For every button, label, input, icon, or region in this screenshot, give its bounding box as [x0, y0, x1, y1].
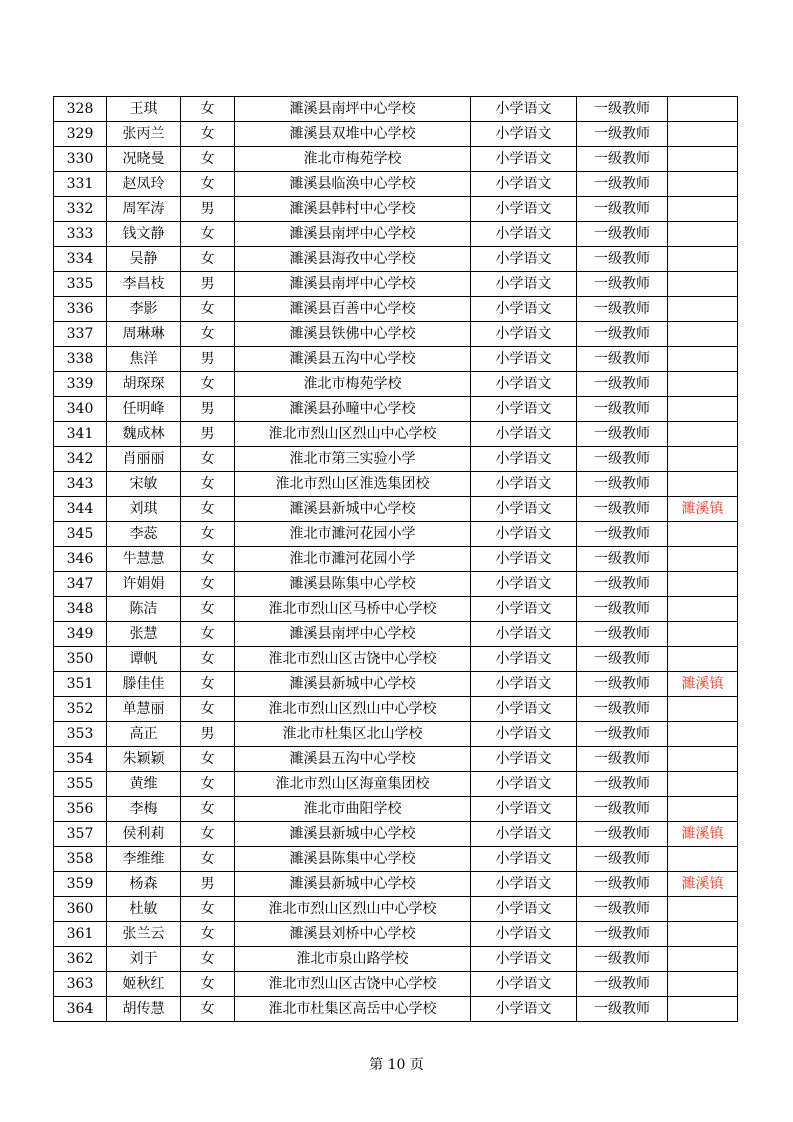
- table-row: [54, 822, 738, 847]
- gender-cell: 女: [181, 297, 235, 322]
- row-number-cell: 351: [54, 672, 107, 697]
- title-rank-cell: 一级教师: [577, 372, 668, 397]
- teacher-name-cell: 谭帆: [107, 647, 181, 672]
- subject-cell: 小学语文: [471, 647, 577, 672]
- table-row: [54, 422, 738, 447]
- school-name-cell: 濉溪县孙疃中心学校: [235, 397, 471, 422]
- gender-cell: 男: [181, 397, 235, 422]
- gender-cell: 女: [181, 697, 235, 722]
- gender-cell: 女: [181, 922, 235, 947]
- title-rank-cell: 一级教师: [577, 297, 668, 322]
- remark-cell: [668, 247, 738, 272]
- title-rank-cell: 一级教师: [577, 272, 668, 297]
- gender-cell: 男: [181, 422, 235, 447]
- teacher-name-cell: 刘于: [107, 947, 181, 972]
- row-number-cell: 331: [54, 172, 107, 197]
- table-row: [54, 647, 738, 672]
- row-number-cell: 344: [54, 497, 107, 522]
- title-rank-cell: 一级教师: [577, 247, 668, 272]
- teacher-name-cell: 胡传慧: [107, 997, 181, 1022]
- school-name-cell: 淮北市梅苑学校: [235, 372, 471, 397]
- remark-cell: 濉溪镇: [668, 497, 738, 522]
- gender-cell: 男: [181, 722, 235, 747]
- school-name-cell: 濉溪县陈集中心学校: [235, 572, 471, 597]
- teacher-name-cell: 钱文静: [107, 222, 181, 247]
- title-rank-cell: 一级教师: [577, 447, 668, 472]
- school-name-cell: 淮北市烈山区烈山中心学校: [235, 422, 471, 447]
- remark-cell: [668, 197, 738, 222]
- teacher-name-cell: 张丙兰: [107, 122, 181, 147]
- table-row: [54, 297, 738, 322]
- school-name-cell: 淮北市烈山区淮选集团校: [235, 472, 471, 497]
- school-name-cell: 濉溪县刘桥中心学校: [235, 922, 471, 947]
- subject-cell: 小学语文: [471, 122, 577, 147]
- table-row: [54, 397, 738, 422]
- gender-cell: 女: [181, 672, 235, 697]
- row-number-cell: 349: [54, 622, 107, 647]
- row-number-cell: 343: [54, 472, 107, 497]
- remark-cell: [668, 447, 738, 472]
- row-number-cell: 337: [54, 322, 107, 347]
- school-name-cell: 濉溪县新城中心学校: [235, 822, 471, 847]
- gender-cell: 女: [181, 647, 235, 672]
- school-name-cell: 淮北市杜集区高岳中心学校: [235, 997, 471, 1022]
- row-number-cell: 328: [54, 97, 107, 122]
- gender-cell: 女: [181, 522, 235, 547]
- remark-cell: [668, 572, 738, 597]
- title-rank-cell: 一级教师: [577, 747, 668, 772]
- table-row: [54, 347, 738, 372]
- subject-cell: 小学语文: [471, 497, 577, 522]
- gender-cell: 女: [181, 747, 235, 772]
- row-number-cell: 348: [54, 597, 107, 622]
- school-name-cell: 濉溪县韩村中心学校: [235, 197, 471, 222]
- teacher-name-cell: 刘琪: [107, 497, 181, 522]
- remark-cell: [668, 222, 738, 247]
- teacher-name-cell: 滕佳佳: [107, 672, 181, 697]
- row-number-cell: 354: [54, 747, 107, 772]
- title-rank-cell: 一级教师: [577, 172, 668, 197]
- school-name-cell: 濉溪县双堆中心学校: [235, 122, 471, 147]
- row-number-cell: 350: [54, 647, 107, 672]
- teacher-name-cell: 任明峰: [107, 397, 181, 422]
- teacher-name-cell: 许娟娟: [107, 572, 181, 597]
- table-row: [54, 772, 738, 797]
- row-number-cell: 361: [54, 922, 107, 947]
- subject-cell: 小学语文: [471, 722, 577, 747]
- table-row: [54, 597, 738, 622]
- school-name-cell: 濉溪县新城中心学校: [235, 872, 471, 897]
- row-number-cell: 364: [54, 997, 107, 1022]
- remark-cell: [668, 847, 738, 872]
- gender-cell: 女: [181, 572, 235, 597]
- row-number-cell: 363: [54, 972, 107, 997]
- school-name-cell: 淮北市烈山区海童集团校: [235, 772, 471, 797]
- gender-cell: 女: [181, 847, 235, 872]
- teacher-name-cell: 杜敏: [107, 897, 181, 922]
- row-number-cell: 336: [54, 297, 107, 322]
- teacher-name-cell: 宋敏: [107, 472, 181, 497]
- subject-cell: 小学语文: [471, 147, 577, 172]
- school-name-cell: 濉溪县五沟中心学校: [235, 747, 471, 772]
- subject-cell: 小学语文: [471, 472, 577, 497]
- gender-cell: 女: [181, 597, 235, 622]
- row-number-cell: 333: [54, 222, 107, 247]
- teacher-name-cell: 姬秋红: [107, 972, 181, 997]
- subject-cell: 小学语文: [471, 447, 577, 472]
- teacher-name-cell: 李蕊: [107, 522, 181, 547]
- school-name-cell: 淮北市烈山区古饶中心学校: [235, 972, 471, 997]
- teacher-name-cell: 周琳琳: [107, 322, 181, 347]
- remark-cell: 濉溪镇: [668, 872, 738, 897]
- remark-cell: [668, 947, 738, 972]
- title-rank-cell: 一级教师: [577, 397, 668, 422]
- gender-cell: 女: [181, 122, 235, 147]
- table-row: [54, 522, 738, 547]
- title-rank-cell: 一级教师: [577, 847, 668, 872]
- gender-cell: 女: [181, 972, 235, 997]
- table-row: [54, 497, 738, 522]
- remark-cell: [668, 147, 738, 172]
- row-number-cell: 357: [54, 822, 107, 847]
- subject-cell: 小学语文: [471, 772, 577, 797]
- gender-cell: 女: [181, 472, 235, 497]
- teacher-name-cell: 李维维: [107, 847, 181, 872]
- row-number-cell: 330: [54, 147, 107, 172]
- gender-cell: 男: [181, 272, 235, 297]
- school-name-cell: 淮北市泉山路学校: [235, 947, 471, 972]
- subject-cell: 小学语文: [471, 547, 577, 572]
- title-rank-cell: 一级教师: [577, 772, 668, 797]
- row-number-cell: 329: [54, 122, 107, 147]
- school-name-cell: 淮北市烈山区马桥中心学校: [235, 597, 471, 622]
- school-name-cell: 濉溪县临涣中心学校: [235, 172, 471, 197]
- table-row: [54, 972, 738, 997]
- school-name-cell: 淮北市曲阳学校: [235, 797, 471, 822]
- subject-cell: 小学语文: [471, 622, 577, 647]
- row-number-cell: 355: [54, 772, 107, 797]
- subject-cell: 小学语文: [471, 972, 577, 997]
- title-rank-cell: 一级教师: [577, 522, 668, 547]
- remark-cell: [668, 97, 738, 122]
- subject-cell: 小学语文: [471, 747, 577, 772]
- subject-cell: 小学语文: [471, 897, 577, 922]
- title-rank-cell: 一级教师: [577, 222, 668, 247]
- table-row: [54, 572, 738, 597]
- teacher-name-cell: 胡琛琛: [107, 372, 181, 397]
- teacher-name-cell: 高正: [107, 722, 181, 747]
- title-rank-cell: 一级教师: [577, 122, 668, 147]
- school-name-cell: 濉溪县百善中心学校: [235, 297, 471, 322]
- teacher-name-cell: 王琪: [107, 97, 181, 122]
- gender-cell: 女: [181, 622, 235, 647]
- teacher-name-cell: 吴静: [107, 247, 181, 272]
- remark-cell: [668, 472, 738, 497]
- table-row: [54, 222, 738, 247]
- subject-cell: 小学语文: [471, 947, 577, 972]
- remark-cell: [668, 547, 738, 572]
- row-number-cell: 345: [54, 522, 107, 547]
- row-number-cell: 360: [54, 897, 107, 922]
- gender-cell: 女: [181, 947, 235, 972]
- school-name-cell: 淮北市烈山区烈山中心学校: [235, 897, 471, 922]
- table-row: [54, 447, 738, 472]
- teacher-name-cell: 肖丽丽: [107, 447, 181, 472]
- remark-cell: [668, 697, 738, 722]
- teacher-name-cell: 黄维: [107, 772, 181, 797]
- teacher-name-cell: 陈洁: [107, 597, 181, 622]
- table-row: [54, 872, 738, 897]
- row-number-cell: 346: [54, 547, 107, 572]
- table-row: [54, 322, 738, 347]
- subject-cell: 小学语文: [471, 297, 577, 322]
- row-number-cell: 347: [54, 572, 107, 597]
- title-rank-cell: 一级教师: [577, 347, 668, 372]
- roster-body: [54, 97, 738, 1022]
- title-rank-cell: 一级教师: [577, 797, 668, 822]
- subject-cell: 小学语文: [471, 822, 577, 847]
- subject-cell: 小学语文: [471, 572, 577, 597]
- gender-cell: 女: [181, 797, 235, 822]
- gender-cell: 男: [181, 347, 235, 372]
- gender-cell: 女: [181, 772, 235, 797]
- title-rank-cell: 一级教师: [577, 572, 668, 597]
- page-number: 第 10 页: [369, 1057, 424, 1073]
- title-rank-cell: 一级教师: [577, 972, 668, 997]
- subject-cell: 小学语文: [471, 672, 577, 697]
- remark-cell: [668, 747, 738, 772]
- title-rank-cell: 一级教师: [577, 697, 668, 722]
- table-row: [54, 747, 738, 772]
- row-number-cell: 332: [54, 197, 107, 222]
- title-rank-cell: 一级教师: [577, 672, 668, 697]
- school-name-cell: 濉溪县新城中心学校: [235, 497, 471, 522]
- title-rank-cell: 一级教师: [577, 897, 668, 922]
- subject-cell: 小学语文: [471, 272, 577, 297]
- school-name-cell: 濉溪县南坪中心学校: [235, 622, 471, 647]
- remark-cell: [668, 972, 738, 997]
- gender-cell: 女: [181, 547, 235, 572]
- gender-cell: 女: [181, 372, 235, 397]
- remark-cell: [668, 322, 738, 347]
- remark-cell: [668, 722, 738, 747]
- gender-cell: 女: [181, 897, 235, 922]
- school-name-cell: 濉溪县南坪中心学校: [235, 272, 471, 297]
- teacher-roster-table: [53, 96, 738, 1022]
- teacher-name-cell: 侯利莉: [107, 822, 181, 847]
- remark-cell: [668, 622, 738, 647]
- row-number-cell: 338: [54, 347, 107, 372]
- gender-cell: 男: [181, 197, 235, 222]
- remark-cell: [668, 797, 738, 822]
- remark-cell: [668, 122, 738, 147]
- row-number-cell: 356: [54, 797, 107, 822]
- title-rank-cell: 一级教师: [577, 547, 668, 572]
- table-row: [54, 722, 738, 747]
- remark-cell: [668, 172, 738, 197]
- remark-cell: [668, 922, 738, 947]
- gender-cell: 女: [181, 322, 235, 347]
- title-rank-cell: 一级教师: [577, 722, 668, 747]
- school-name-cell: 濉溪县南坪中心学校: [235, 97, 471, 122]
- remark-cell: [668, 347, 738, 372]
- title-rank-cell: 一级教师: [577, 597, 668, 622]
- remark-cell: [668, 997, 738, 1022]
- table-row: [54, 797, 738, 822]
- school-name-cell: 濉溪县五沟中心学校: [235, 347, 471, 372]
- gender-cell: 女: [181, 147, 235, 172]
- remark-cell: [668, 772, 738, 797]
- remark-cell: [668, 422, 738, 447]
- row-number-cell: 342: [54, 447, 107, 472]
- remark-cell: [668, 272, 738, 297]
- gender-cell: 女: [181, 97, 235, 122]
- title-rank-cell: 一级教师: [577, 922, 668, 947]
- table-row: [54, 147, 738, 172]
- row-number-cell: 359: [54, 872, 107, 897]
- subject-cell: 小学语文: [471, 347, 577, 372]
- subject-cell: 小学语文: [471, 222, 577, 247]
- table-row: [54, 472, 738, 497]
- teacher-name-cell: 杨森: [107, 872, 181, 897]
- subject-cell: 小学语文: [471, 322, 577, 347]
- gender-cell: 男: [181, 872, 235, 897]
- school-name-cell: 濉溪县铁佛中心学校: [235, 322, 471, 347]
- table-row: [54, 622, 738, 647]
- remark-cell: [668, 522, 738, 547]
- title-rank-cell: 一级教师: [577, 497, 668, 522]
- table-row: [54, 247, 738, 272]
- teacher-name-cell: 张兰云: [107, 922, 181, 947]
- title-rank-cell: 一级教师: [577, 322, 668, 347]
- teacher-name-cell: 张慧: [107, 622, 181, 647]
- teacher-name-cell: 李梅: [107, 797, 181, 822]
- table-row: [54, 997, 738, 1022]
- subject-cell: 小学语文: [471, 872, 577, 897]
- school-name-cell: 淮北市濉河花园小学: [235, 522, 471, 547]
- school-name-cell: 濉溪县南坪中心学校: [235, 222, 471, 247]
- row-number-cell: 339: [54, 372, 107, 397]
- remark-cell: [668, 897, 738, 922]
- table-row: [54, 197, 738, 222]
- gender-cell: 女: [181, 222, 235, 247]
- row-number-cell: 341: [54, 422, 107, 447]
- subject-cell: 小学语文: [471, 797, 577, 822]
- row-number-cell: 352: [54, 697, 107, 722]
- table-row: [54, 947, 738, 972]
- remark-cell: [668, 397, 738, 422]
- table-row: [54, 547, 738, 572]
- teacher-name-cell: 朱颖颖: [107, 747, 181, 772]
- subject-cell: 小学语文: [471, 397, 577, 422]
- table-row: [54, 172, 738, 197]
- remark-cell: [668, 597, 738, 622]
- table-row: [54, 697, 738, 722]
- subject-cell: 小学语文: [471, 847, 577, 872]
- table-row: [54, 672, 738, 697]
- teacher-name-cell: 焦洋: [107, 347, 181, 372]
- subject-cell: 小学语文: [471, 172, 577, 197]
- title-rank-cell: 一级教师: [577, 997, 668, 1022]
- row-number-cell: 334: [54, 247, 107, 272]
- title-rank-cell: 一级教师: [577, 872, 668, 897]
- table-row: [54, 372, 738, 397]
- title-rank-cell: 一级教师: [577, 197, 668, 222]
- gender-cell: 女: [181, 497, 235, 522]
- title-rank-cell: 一级教师: [577, 947, 668, 972]
- school-name-cell: 淮北市烈山区烈山中心学校: [235, 697, 471, 722]
- table-row: [54, 97, 738, 122]
- subject-cell: 小学语文: [471, 372, 577, 397]
- remark-cell: [668, 372, 738, 397]
- school-name-cell: 濉溪县新城中心学校: [235, 672, 471, 697]
- teacher-name-cell: 赵凤玲: [107, 172, 181, 197]
- teacher-name-cell: 周军涛: [107, 197, 181, 222]
- subject-cell: 小学语文: [471, 422, 577, 447]
- teacher-name-cell: 牛慧慧: [107, 547, 181, 572]
- school-name-cell: 濉溪县海孜中心学校: [235, 247, 471, 272]
- title-rank-cell: 一级教师: [577, 147, 668, 172]
- gender-cell: 女: [181, 172, 235, 197]
- subject-cell: 小学语文: [471, 247, 577, 272]
- teacher-name-cell: 李影: [107, 297, 181, 322]
- subject-cell: 小学语文: [471, 697, 577, 722]
- title-rank-cell: 一级教师: [577, 97, 668, 122]
- row-number-cell: 362: [54, 947, 107, 972]
- subject-cell: 小学语文: [471, 97, 577, 122]
- school-name-cell: 淮北市杜集区北山学校: [235, 722, 471, 747]
- remark-cell: 濉溪镇: [668, 672, 738, 697]
- subject-cell: 小学语文: [471, 597, 577, 622]
- table-row: [54, 272, 738, 297]
- gender-cell: 女: [181, 447, 235, 472]
- table-row: [54, 922, 738, 947]
- title-rank-cell: 一级教师: [577, 647, 668, 672]
- remark-cell: 濉溪镇: [668, 822, 738, 847]
- gender-cell: 女: [181, 822, 235, 847]
- school-name-cell: 淮北市第三实验小学: [235, 447, 471, 472]
- row-number-cell: 353: [54, 722, 107, 747]
- remark-cell: [668, 647, 738, 672]
- school-name-cell: 濉溪县陈集中心学校: [235, 847, 471, 872]
- subject-cell: 小学语文: [471, 522, 577, 547]
- table-row: [54, 122, 738, 147]
- teacher-name-cell: 况晓曼: [107, 147, 181, 172]
- remark-cell: [668, 297, 738, 322]
- gender-cell: 女: [181, 997, 235, 1022]
- table-row: [54, 897, 738, 922]
- title-rank-cell: 一级教师: [577, 622, 668, 647]
- teacher-name-cell: 单慧丽: [107, 697, 181, 722]
- school-name-cell: 淮北市烈山区古饶中心学校: [235, 647, 471, 672]
- subject-cell: 小学语文: [471, 197, 577, 222]
- teacher-name-cell: 李昌枝: [107, 272, 181, 297]
- subject-cell: 小学语文: [471, 997, 577, 1022]
- row-number-cell: 358: [54, 847, 107, 872]
- row-number-cell: 335: [54, 272, 107, 297]
- teacher-name-cell: 魏成林: [107, 422, 181, 447]
- table-row: [54, 847, 738, 872]
- school-name-cell: 淮北市濉河花园小学: [235, 547, 471, 572]
- title-rank-cell: 一级教师: [577, 422, 668, 447]
- school-name-cell: 淮北市梅苑学校: [235, 147, 471, 172]
- gender-cell: 女: [181, 247, 235, 272]
- title-rank-cell: 一级教师: [577, 472, 668, 497]
- subject-cell: 小学语文: [471, 922, 577, 947]
- row-number-cell: 340: [54, 397, 107, 422]
- title-rank-cell: 一级教师: [577, 822, 668, 847]
